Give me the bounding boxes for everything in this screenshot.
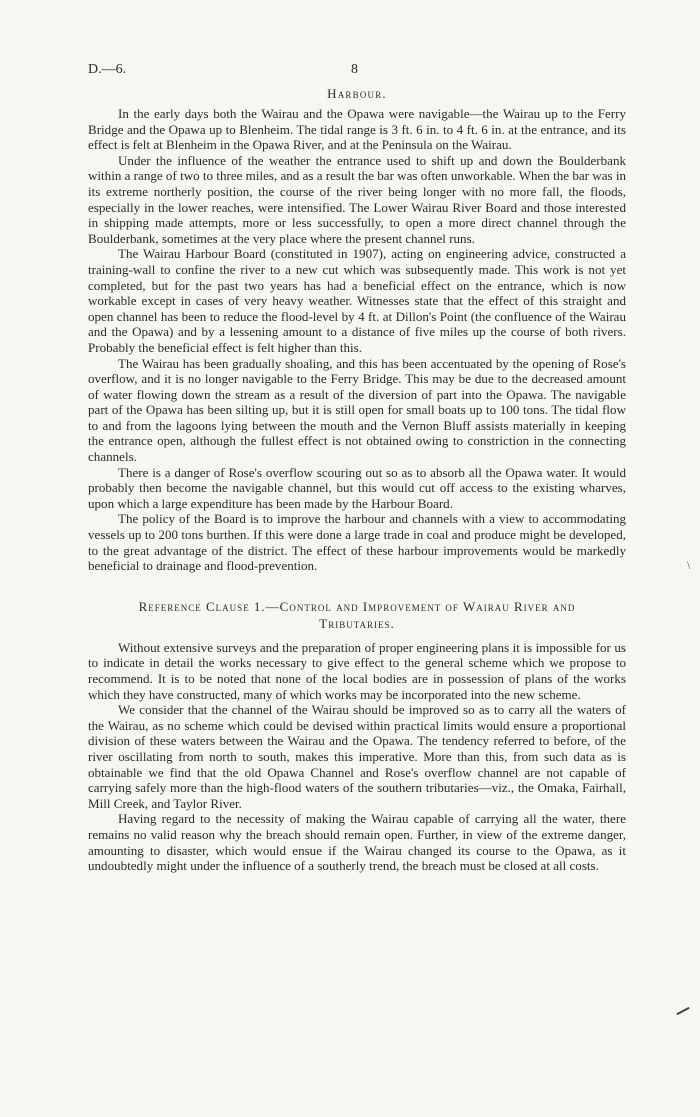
paragraph: Under the influence of the weather the entrance used to shift up and down the Boulderbank within a range of two to three miles, and as a result the bar was often unworkable. When the bar was in its extreme northerly position, the course of the river being longer with no more fall, the floods, especially in the lower reaches, were intensified. The Lower Wairau River Board and those interested in shipping made attempts, more or less successfully, to open a more direct channel through the Boulderbank, sometimes at the very place where the present channel runs. <box>88 152 626 246</box>
paragraph: In the early days both the Wairau and the Opawa were navigable—the Wairau up to the Ferry Bridge and the Opawa up to Blenheim. The tidal range is 3 ft. 6 in. to 4 ft. 6 in. at the entrance, and its effect is felt at Blenheim in the Opawa River, and at the Peninsula on the Wairau. <box>88 106 626 153</box>
document-reference: D.—6. <box>88 62 127 77</box>
document-page <box>88 62 626 874</box>
scan-mark <box>676 1007 689 1015</box>
paragraph: The Wairau Harbour Board (constituted in 1907), acting on engineering advice, constructed a training-wall to confine the river to a new cut which was subsequently made. This work is not yet completed, but for the past two years has had a beneficial effect on the entrance, which is now workable except in cases of very heavy weather. Witnesses state that the effect of this straight and open channel has been to reduce the flood-level by 4 ft. at Dillon's Point (the confluence of the Wairau and the Opawa) and by a lessening amount to a distance of five miles up the course of both rivers. Probably the beneficial effect is felt higher than this. <box>88 246 626 355</box>
page-header <box>88 62 626 82</box>
section-title-harbour: Harbour. <box>327 86 387 101</box>
paragraph: We consider that the channel of the Wairau should be improved so as to carry all the waters of the Wairau, as no scheme which could be devised within practical limits would ensure a proportional division of these waters between the Wairau and the Opawa. The tendency referred to before, of the river oscillating from north to south, makes this imperative. More than this, from such data as is obtainable we find that the old Opawa Channel and Rose's overflow channel are not capable of carrying safely more than the high-flood waters of the southern tributaries—viz., the Omaka, Fairhall, Mill Creek, and Taylor River. <box>88 702 626 811</box>
harbour-section <box>88 106 626 574</box>
clause-title-line: Reference Clause 1.—Control and Improvement of Wairau River and <box>138 598 576 614</box>
clause-title-line: Tributaries. <box>319 615 395 631</box>
paragraph: The policy of the Board is to improve the harbour and channels with a view to accommodating vessels up to 200 tons burthen. If this were done a large trade in coal and produce might be developed, to the great advantage of the district. The effect of these harbour improvements would be markedly beneficial to drainage and flood-prevention. <box>88 511 626 574</box>
clause-section <box>88 640 626 874</box>
paragraph: Without extensive surveys and the preparation of proper engineering plans it is impossible for us to indicate in detail the works necessary to give effect to the general scheme which we propose to recommend. It is to be noted that none of the local bodies are in possession of plans of the works which they have constructed, many of which works may be incorporated into the new scheme. <box>88 639 626 702</box>
paragraph: There is a danger of Rose's overflow scouring out so as to absorb all the Opawa water. It would probably then become the navigable channel, but this would cut off access to the existing wharves, upon which a large expenditure has been made by the Harbour Board. <box>88 464 626 511</box>
paragraph: The Wairau has been gradually shoaling, and this has been accentuated by the opening of Rose's overflow, and it is no longer navigable to the Ferry Bridge. This may be due to the decreased amount of water flowing down the stream as a result of the diversion of part into the Opawa. The navigable part of the Opawa has been silting up, but it is still open for small boats up to 100 tons. The tidal flow to and from the lagoons lying between the mouth and the Vernon Bluff assists materially in keeping the entrance open, although the fullest effect is not obtained owing to constriction in the connecting channels. <box>88 355 626 465</box>
clause-title <box>88 598 626 632</box>
scan-mark: \ <box>687 558 691 572</box>
paragraph: Having regard to the necessity of making the Wairau capable of carrying all the water, there remains no valid reason why the breach should remain open. Further, in view of the extreme danger, amounting to disaster, which would ensue if the Wairau changed its course to the Opawa, as it undoubtedly might under the influence of a southerly trend, the breach must be closed at all costs. <box>88 811 626 874</box>
page-number: 8 <box>351 62 358 77</box>
